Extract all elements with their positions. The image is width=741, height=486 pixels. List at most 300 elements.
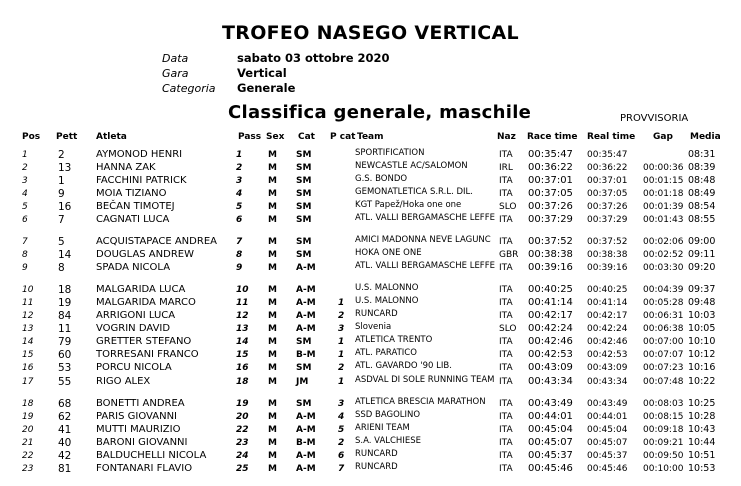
row-sex: M (268, 451, 277, 461)
row-gap: 00:09:18 (643, 425, 684, 435)
row-real-time: 00:35:47 (587, 150, 628, 160)
row-gap: 00:09:21 (643, 438, 684, 448)
row-pass: 11 (236, 298, 249, 308)
row-sex: M (268, 176, 277, 186)
row-cat: A-M (296, 412, 316, 422)
row-cat: A-M (296, 298, 316, 308)
row-pos: 22 (22, 451, 34, 461)
row-team: RUNCARD (355, 449, 398, 459)
row-cat: SM (296, 363, 312, 373)
row-cat: SM (296, 202, 312, 212)
row-gap: 00:06:38 (643, 324, 684, 334)
row-sex: M (268, 377, 277, 387)
row-sex: M (268, 250, 277, 260)
row-pos: 2 (22, 163, 28, 173)
row-media: 08:39 (688, 162, 716, 173)
row-pos: 20 (22, 425, 34, 435)
row-pos: 21 (22, 438, 34, 448)
row-race-time: 00:42:53 (528, 349, 573, 360)
row-gap: 00:01:18 (643, 189, 684, 199)
row-media: 10:16 (688, 362, 716, 373)
row-naz: ITA (499, 350, 513, 360)
row-athlete-name: MALGARIDA MARCO (96, 297, 196, 308)
row-pos: 23 (22, 464, 34, 474)
row-cat: JM (296, 377, 309, 387)
header-gap: Gap (653, 132, 673, 142)
row-sex: M (268, 438, 277, 448)
row-pos: 14 (22, 337, 34, 347)
row-sex: M (268, 399, 277, 409)
row-real-time: 00:37:29 (587, 215, 628, 225)
row-sex: M (268, 202, 277, 212)
row-real-time: 00:45:37 (587, 451, 628, 461)
row-naz: ITA (499, 215, 513, 225)
row-pett: 5 (58, 236, 65, 248)
row-media: 08:55 (688, 214, 716, 225)
ranking-subtitle: Classifica generale, maschile (228, 102, 532, 123)
row-sex: M (268, 215, 277, 225)
row-real-time: 00:37:01 (587, 176, 628, 186)
row-team: ATL. PARATICO (355, 348, 417, 358)
row-sex: M (268, 464, 277, 474)
row-cat: A-M (296, 464, 316, 474)
row-pos: 5 (22, 202, 28, 212)
row-real-time: 00:45:04 (587, 425, 628, 435)
meta-value-race: Vertical (237, 66, 287, 80)
row-athlete-name: GRETTER STEFANO (96, 336, 192, 347)
row-sex: M (268, 324, 277, 334)
row-pett: 68 (58, 398, 72, 410)
row-cat: A-M (296, 451, 316, 461)
row-pass: 4 (236, 189, 243, 199)
row-pos: 11 (22, 298, 34, 308)
row-pcat: 2 (338, 438, 345, 448)
table-row (0, 463, 741, 477)
row-team: NEWCASTLE AC/SALOMON (355, 161, 468, 171)
row-pos: 12 (22, 311, 34, 321)
row-pett: 9 (58, 188, 65, 200)
header-pcat: P cat (330, 132, 356, 142)
row-pcat: 2 (338, 311, 345, 321)
row-media: 08:54 (688, 201, 716, 212)
row-naz: SLO (499, 202, 517, 212)
row-pcat: 4 (338, 412, 345, 422)
row-pos: 19 (22, 412, 34, 422)
row-sex: M (268, 298, 277, 308)
row-naz: ITA (499, 263, 513, 273)
row-race-time: 00:35:47 (528, 149, 573, 160)
row-real-time: 00:43:09 (587, 363, 628, 373)
row-gap: 00:00:36 (643, 163, 684, 173)
row-team: ATLETICA TRENTO (355, 335, 433, 345)
row-cat: B-M (296, 438, 316, 448)
row-team: ASDVAL DI SOLE RUNNING TEAM (355, 375, 495, 385)
row-pass: 22 (236, 425, 249, 435)
row-sex: M (268, 263, 277, 273)
row-naz: ITA (499, 298, 513, 308)
row-pass: 19 (236, 399, 249, 409)
row-pos: 1 (22, 150, 28, 160)
row-pett: 55 (58, 376, 72, 388)
row-media: 10:53 (688, 463, 716, 474)
row-pett: 8 (58, 262, 65, 274)
row-pett: 60 (58, 349, 72, 361)
row-sex: M (268, 337, 277, 347)
row-race-time: 00:43:09 (528, 362, 573, 373)
row-pett: 84 (58, 310, 72, 322)
row-pett: 11 (58, 323, 72, 335)
row-race-time: 00:42:46 (528, 336, 573, 347)
row-gap: 00:01:15 (643, 176, 684, 186)
row-race-time: 00:36:22 (528, 162, 573, 173)
row-team: Slovenia (355, 322, 392, 332)
row-pass: 16 (236, 363, 249, 373)
row-pos: 15 (22, 350, 34, 360)
row-pett: 13 (58, 162, 72, 174)
row-team: S.A. VALCHIESE (355, 436, 421, 446)
row-pos: 17 (22, 377, 34, 387)
row-naz: ITA (499, 285, 513, 295)
row-gap: 00:07:07 (643, 350, 684, 360)
row-cat: SM (296, 399, 312, 409)
row-pos: 9 (22, 263, 28, 273)
row-race-time: 00:43:49 (528, 398, 573, 409)
row-media: 08:48 (688, 175, 716, 186)
row-media: 10:43 (688, 424, 716, 435)
row-cat: A-M (296, 263, 316, 273)
row-athlete-name: MALGARIDA LUCA (96, 284, 186, 295)
row-race-time: 00:37:05 (528, 188, 573, 199)
row-media: 10:03 (688, 310, 716, 321)
meta-value-category: Generale (237, 81, 296, 95)
row-athlete-name: BEČAN TIMOTEJ (96, 201, 175, 212)
row-pett: 53 (58, 362, 72, 374)
row-cat: SM (296, 237, 312, 247)
row-pass: 20 (236, 412, 249, 422)
row-pass: 5 (236, 202, 243, 212)
row-athlete-name: FACCHINI PATRICK (96, 175, 187, 186)
row-gap: 00:08:15 (643, 412, 684, 422)
header-team: Team (357, 132, 384, 142)
row-media: 09:37 (688, 284, 716, 295)
row-athlete-name: ACQUISTAPACE ANDREA (96, 236, 217, 247)
row-naz: ITA (499, 464, 513, 474)
row-gap: 00:06:31 (643, 311, 684, 321)
row-media: 10:28 (688, 411, 716, 422)
row-pass: 15 (236, 350, 249, 360)
row-race-time: 00:45:46 (528, 463, 573, 474)
row-pcat: 1 (338, 350, 345, 360)
row-race-time: 00:37:52 (528, 236, 573, 247)
row-athlete-name: AYMONOD HENRI (96, 149, 183, 160)
row-real-time: 00:37:52 (587, 237, 628, 247)
row-team: RUNCARD (355, 309, 398, 319)
row-race-time: 00:43:34 (528, 376, 573, 387)
row-race-time: 00:37:01 (528, 175, 573, 186)
row-real-time: 00:37:26 (587, 202, 628, 212)
row-pass: 3 (236, 176, 243, 186)
row-gap: 00:02:06 (643, 237, 684, 247)
row-real-time: 00:37:05 (587, 189, 628, 199)
row-gap: 00:01:43 (643, 215, 684, 225)
row-athlete-name: PARIS GIOVANNI (96, 411, 178, 422)
meta-value-date: sabato 03 ottobre 2020 (237, 51, 390, 65)
row-pcat: 1 (338, 298, 345, 308)
row-team: RUNCARD (355, 462, 398, 472)
row-team: G.S. BONDO (355, 174, 408, 184)
header-real-time: Real time (587, 132, 636, 142)
row-cat: A-M (296, 311, 316, 321)
row-pass: 23 (236, 438, 249, 448)
row-gap: 00:09:50 (643, 451, 684, 461)
row-real-time: 00:38:38 (587, 250, 628, 260)
row-sex: M (268, 363, 277, 373)
row-team: U.S. MALONNO (355, 283, 419, 293)
row-pcat: 2 (338, 363, 345, 373)
row-media: 10:05 (688, 323, 716, 334)
row-pcat: 3 (338, 399, 345, 409)
row-team: U.S. MALONNO (355, 296, 419, 306)
row-real-time: 00:45:07 (587, 438, 628, 448)
row-pos: 8 (22, 250, 28, 260)
row-pass: 1 (236, 150, 243, 160)
row-cat: SM (296, 189, 312, 199)
header-sex: Sex (266, 132, 285, 142)
row-cat: SM (296, 163, 312, 173)
row-real-time: 00:41:14 (587, 298, 628, 308)
row-pett: 14 (58, 249, 72, 261)
row-pett: 40 (58, 437, 72, 449)
row-race-time: 00:39:16 (528, 262, 573, 273)
row-sex: M (268, 189, 277, 199)
row-pos: 6 (22, 215, 28, 225)
row-sex: M (268, 150, 277, 160)
row-pett: 18 (58, 284, 72, 296)
row-athlete-name: BONETTI ANDREA (96, 398, 185, 409)
row-media: 10:22 (688, 376, 716, 387)
row-athlete-name: CAGNATI LUCA (96, 214, 170, 225)
row-race-time: 00:42:17 (528, 310, 573, 321)
row-real-time: 00:42:53 (587, 350, 628, 360)
row-cat: SM (296, 250, 312, 260)
row-athlete-name: DOUGLAS ANDREW (96, 249, 194, 260)
row-cat: A-M (296, 285, 316, 295)
row-pos: 4 (22, 189, 28, 199)
row-cat: A-M (296, 425, 316, 435)
row-real-time: 00:43:49 (587, 399, 628, 409)
row-athlete-name: MUTTI MAURIZIO (96, 424, 181, 435)
row-pcat: 6 (338, 451, 345, 461)
row-gap: 00:04:39 (643, 285, 684, 295)
row-pos: 16 (22, 363, 34, 373)
row-pass: 24 (236, 451, 249, 461)
row-naz: ITA (499, 189, 513, 199)
row-naz: ITA (499, 176, 513, 186)
header-naz: Naz (497, 132, 516, 142)
row-cat: B-M (296, 350, 316, 360)
row-pass: 18 (236, 377, 249, 387)
row-naz: ITA (499, 337, 513, 347)
row-media: 10:25 (688, 398, 716, 409)
row-sex: M (268, 237, 277, 247)
row-naz: ITA (499, 377, 513, 387)
row-pass: 7 (236, 237, 243, 247)
row-pos: 10 (22, 285, 34, 295)
document-title: TROFEO NASEGO VERTICAL (222, 22, 519, 44)
row-cat: A-M (296, 324, 316, 334)
header-race-time: Race time (527, 132, 578, 142)
row-race-time: 00:40:25 (528, 284, 573, 295)
row-naz: ITA (499, 237, 513, 247)
row-athlete-name: RIGO ALEX (96, 376, 151, 387)
row-cat: SM (296, 176, 312, 186)
row-naz: GBR (499, 250, 519, 260)
row-pos: 18 (22, 399, 34, 409)
status-label: PROVVISORIA (620, 113, 689, 124)
row-sex: M (268, 412, 277, 422)
row-pett: 81 (58, 463, 72, 475)
row-athlete-name: PORCU NICOLA (96, 362, 172, 373)
row-pass: 2 (236, 163, 243, 173)
row-race-time: 00:45:04 (528, 424, 573, 435)
row-cat: SM (296, 215, 312, 225)
row-sex: M (268, 285, 277, 295)
row-media: 10:10 (688, 336, 716, 347)
row-pett: 41 (58, 424, 72, 436)
row-pos: 3 (22, 176, 28, 186)
row-real-time: 00:44:01 (587, 412, 628, 422)
row-naz: ITA (499, 412, 513, 422)
row-pcat: 1 (338, 377, 345, 387)
row-pett: 16 (58, 201, 72, 213)
row-race-time: 00:38:38 (528, 249, 573, 260)
row-sex: M (268, 311, 277, 321)
row-media: 09:00 (688, 236, 716, 247)
row-athlete-name: FONTANARI FLAVIO (96, 463, 193, 474)
row-race-time: 00:44:01 (528, 411, 573, 422)
row-team: GEMONATLETICA S.R.L. DIL. (355, 187, 473, 197)
row-pett: 19 (58, 297, 72, 309)
row-team: ATL. VALLI BERGAMASCHE LEFFE (355, 213, 495, 223)
row-media: 08:49 (688, 188, 716, 199)
row-athlete-name: HANNA ZAK (96, 162, 156, 173)
meta-label-category: Categoria (162, 82, 216, 95)
meta-label-race: Gara (162, 67, 189, 80)
header-pett: Pett (56, 132, 78, 142)
row-naz: ITA (499, 425, 513, 435)
row-gap: 00:07:00 (643, 337, 684, 347)
header-pass: Pass (238, 132, 262, 142)
row-team: ATL. VALLI BERGAMASCHE LEFFE (355, 261, 495, 271)
row-real-time: 00:45:46 (587, 464, 628, 474)
row-media: 09:48 (688, 297, 716, 308)
table-row (0, 376, 741, 390)
row-real-time: 00:42:46 (587, 337, 628, 347)
row-gap: 00:10:00 (643, 464, 684, 474)
row-media: 10:51 (688, 450, 716, 461)
row-sex: M (268, 425, 277, 435)
header-atleta: Atleta (96, 132, 127, 142)
row-gap: 00:03:30 (643, 263, 684, 273)
row-team: AMICI MADONNA NEVE LAGUNC (355, 235, 491, 245)
row-pos: 13 (22, 324, 34, 334)
row-race-time: 00:37:26 (528, 201, 573, 212)
row-naz: SLO (499, 324, 517, 334)
header-cat: Cat (298, 132, 315, 142)
row-team: HOKA ONE ONE (355, 248, 422, 258)
row-gap: 00:01:39 (643, 202, 684, 212)
row-pett: 7 (58, 214, 65, 226)
row-pett: 42 (58, 450, 72, 462)
row-pos: 7 (22, 237, 28, 247)
row-pett: 62 (58, 411, 72, 423)
row-team: ATL. GAVARDO '90 LIB. (355, 361, 452, 371)
row-real-time: 00:42:24 (587, 324, 628, 334)
row-team: KGT Papež/Hoka one one (355, 200, 462, 210)
row-pass: 6 (236, 215, 243, 225)
row-sex: M (268, 350, 277, 360)
table-row (0, 214, 741, 228)
row-naz: ITA (499, 311, 513, 321)
row-pett: 2 (58, 149, 65, 161)
row-naz: ITA (499, 363, 513, 373)
row-real-time: 00:39:16 (587, 263, 628, 273)
row-sex: M (268, 163, 277, 173)
row-race-time: 00:37:29 (528, 214, 573, 225)
row-athlete-name: BARONI GIOVANNI (96, 437, 188, 448)
row-pass: 12 (236, 311, 249, 321)
row-pcat: 1 (338, 337, 345, 347)
row-team: ATLETICA BRESCIA MARATHON (355, 397, 486, 407)
row-gap: 00:07:48 (643, 377, 684, 387)
row-gap: 00:08:03 (643, 399, 684, 409)
row-pett: 1 (58, 175, 65, 187)
row-athlete-name: TORRESANI FRANCO (96, 349, 199, 360)
row-media: 10:12 (688, 349, 716, 360)
row-media: 08:31 (688, 149, 716, 160)
row-real-time: 00:42:17 (587, 311, 628, 321)
header-pos: Pos (22, 132, 41, 142)
row-gap: 00:02:52 (643, 250, 684, 260)
row-race-time: 00:45:07 (528, 437, 573, 448)
header-media: Media (690, 132, 721, 142)
row-gap: 00:07:23 (643, 363, 684, 373)
row-pass: 10 (236, 285, 249, 295)
row-naz: ITA (499, 451, 513, 461)
row-race-time: 00:41:14 (528, 297, 573, 308)
row-team: ARIENI TEAM (355, 423, 410, 433)
row-race-time: 00:42:24 (528, 323, 573, 334)
row-pass: 13 (236, 324, 249, 334)
row-cat: SM (296, 150, 312, 160)
row-real-time: 00:40:25 (587, 285, 628, 295)
row-media: 09:20 (688, 262, 716, 273)
row-cat: SM (296, 337, 312, 347)
row-pass: 9 (236, 263, 243, 273)
row-pcat: 5 (338, 425, 345, 435)
row-pcat: 3 (338, 324, 345, 334)
row-athlete-name: BALDUCHELLI NICOLA (96, 450, 207, 461)
row-race-time: 00:45:37 (528, 450, 573, 461)
row-real-time: 00:36:22 (587, 163, 628, 173)
row-naz: ITA (499, 399, 513, 409)
meta-label-date: Data (162, 52, 189, 65)
row-media: 09:11 (688, 249, 716, 260)
row-naz: ITA (499, 150, 513, 160)
row-pass: 25 (236, 464, 249, 474)
row-media: 10:44 (688, 437, 716, 448)
row-athlete-name: VOGRIN DAVID (96, 323, 171, 334)
